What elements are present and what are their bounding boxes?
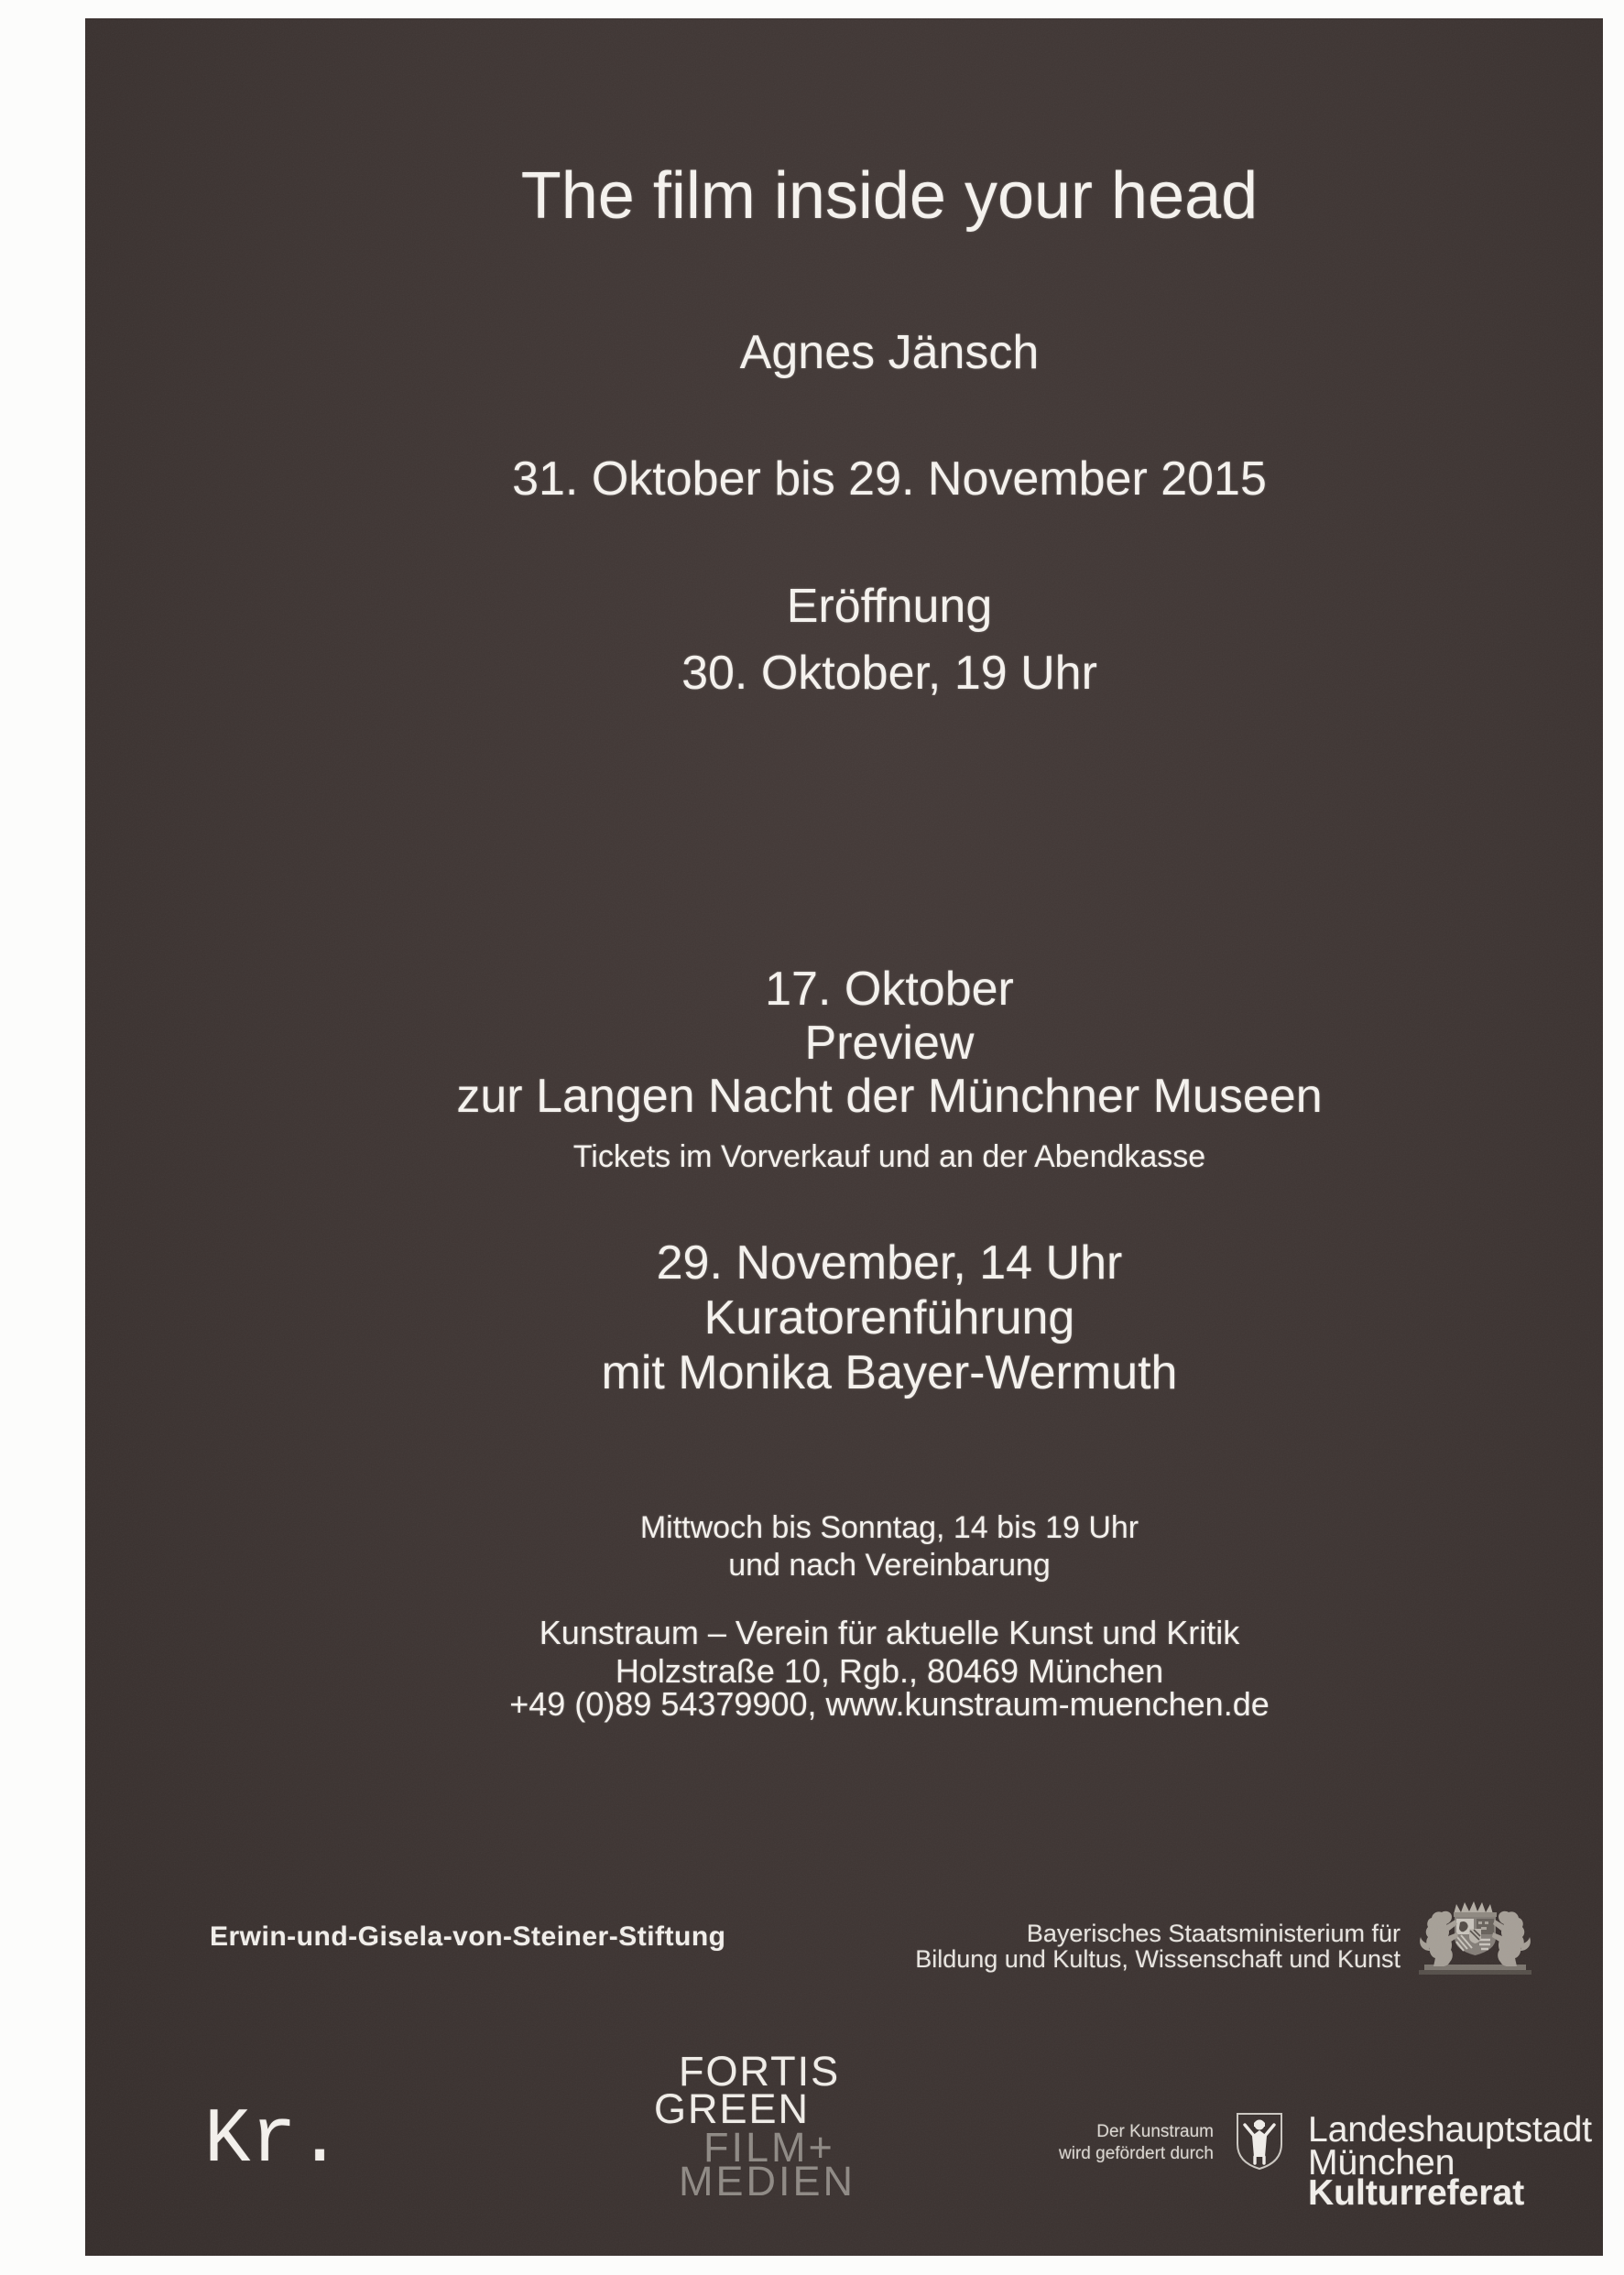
artist-name: Agnes Jänsch [739,326,1040,379]
opening-label: Eröffnung [786,580,993,633]
opening-hours-line1: Mittwoch bis Sonntag, 14 bis 19 Uhr [639,1510,1139,1545]
city-credit-line1: Landeshauptstadt [1308,2110,1593,2150]
opening-datetime: 30. Oktober, 19 Uhr [681,647,1097,700]
tour-label: Kuratorenführung [703,1291,1075,1344]
city-credit-line3: Kulturreferat [1308,2173,1525,2213]
fortis-logo-line1: FORTIS [679,2048,841,2095]
sponsor-ministry-credit [915,1921,1401,1972]
tour-guide: mit Monika Bayer-Wermuth [601,1346,1178,1399]
venue-address: Holzstraße 10, Rgb., 80469 München [615,1652,1164,1690]
venue-name: Kunstraum – Verein für aktuelle Kunst und Kritik [539,1614,1240,1651]
preview-date: 17. Oktober [765,963,1014,1016]
exhibition-dates: 31. Oktober bis 29. November 2015 [512,452,1267,506]
exhibition-title: The film inside your head [520,159,1259,233]
preview-tickets-note: Tickets im Vorverkauf und an der Abendkasse [572,1139,1206,1174]
fortis-logo-line2: GREEN [654,2085,811,2132]
fortis-logo-line3: FILM+ [703,2124,835,2171]
ministry-line1: Bayerisches Staatsministerium für [1026,1920,1401,1947]
funding-note-line2: wird gefördert durch [1059,2144,1214,2163]
bavarian-coat-of-arms-icon [1413,1894,1537,1978]
kr-kunstraum-logo: Kr. [204,2097,343,2184]
funding-note [1059,2121,1214,2165]
muenchner-kindl-icon [1235,2111,1284,2172]
tour-datetime: 29. November, 14 Uhr [656,1236,1123,1290]
venue-contact: +49 (0)89 54379900, www.kunstraum-muenchen.de [509,1685,1270,1723]
exhibition-poster [85,18,1603,2256]
fortis-logo-line4: MEDIEN [679,2158,856,2204]
preview-label: Preview [804,1017,975,1070]
sponsor-steiner-foundation: Erwin-und-Gisela-von-Steiner-Stiftung [210,1921,726,1952]
city-credit-line2: München [1308,2143,1455,2182]
opening-hours-line2: und nach Vereinbarung [728,1548,1051,1583]
funding-note-line1: Der Kunstraum [1096,2122,1214,2141]
preview-event: zur Langen Nacht der Münchner Museen [456,1070,1323,1123]
ministry-line2: Bildung und Kultus, Wissenschaft und Kunst [915,1945,1401,1973]
